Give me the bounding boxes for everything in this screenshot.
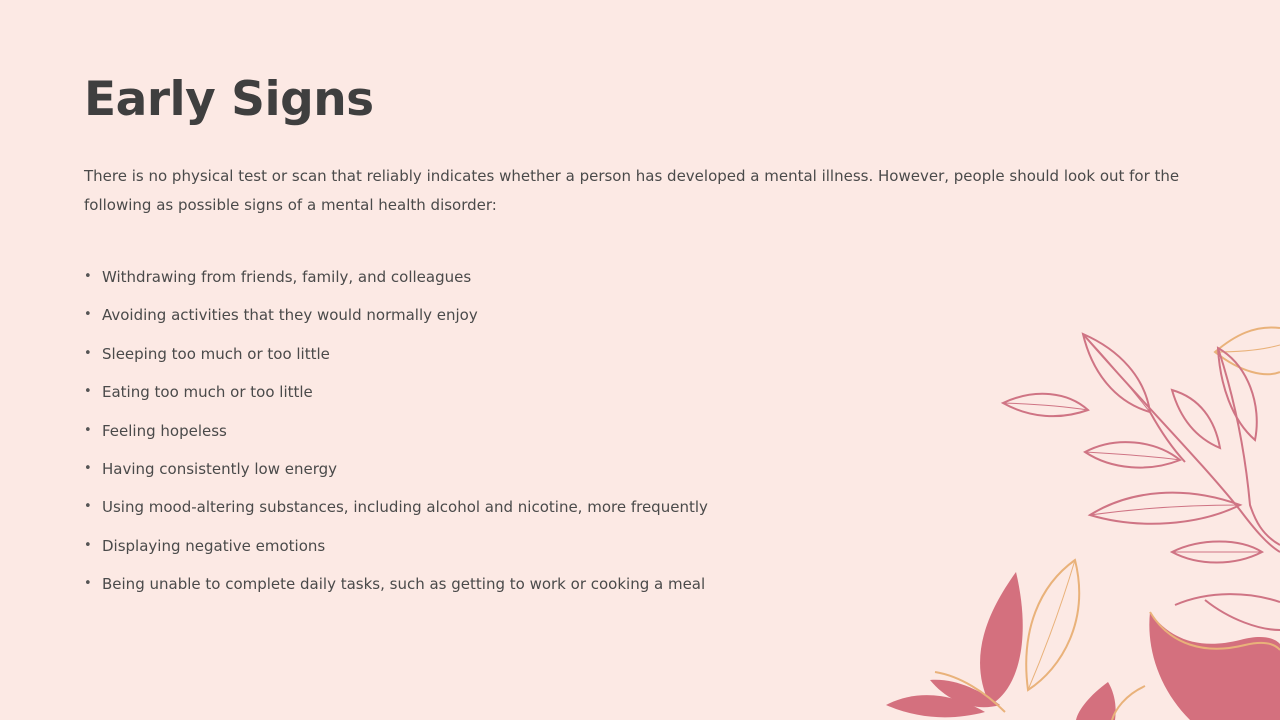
bullet-icon: • bbox=[84, 499, 92, 515]
leaf-outline-4 bbox=[1090, 493, 1240, 524]
list-item bbox=[84, 490, 708, 528]
list-item bbox=[84, 298, 708, 336]
sign-text: Sleeping too much or too little bbox=[102, 344, 330, 363]
sign-text: Feeling hopeless bbox=[102, 421, 227, 440]
list-item bbox=[84, 567, 708, 605]
page-title: Early Signs bbox=[84, 72, 374, 127]
bullet-icon: • bbox=[84, 307, 92, 323]
list-item bbox=[84, 414, 708, 452]
leaf-filled-4 bbox=[1076, 682, 1116, 720]
leaf-outline-7 bbox=[1205, 600, 1280, 630]
list-item bbox=[84, 337, 708, 375]
bullet-icon: • bbox=[84, 460, 92, 476]
bullet-icon: • bbox=[84, 269, 92, 284]
intro-paragraph: There is no physical test or scan that reliably indicates whether a person has developed a mental illness. However, people should look out for the following as possible signs of a mental health disorder: bbox=[84, 167, 1180, 214]
sign-text: Being unable to complete daily tasks, such as getting to work or cooking a meal bbox=[102, 575, 706, 594]
sign-text: Displaying negative emotions bbox=[102, 536, 326, 555]
bullet-icon: • bbox=[84, 422, 92, 438]
branch-stem-2 bbox=[1218, 348, 1280, 545]
sign-text: Using mood-altering substances, including alcohol and nicotine, more frequently bbox=[102, 498, 708, 517]
leaf-outline-6 bbox=[1175, 594, 1280, 605]
bullet-icon: • bbox=[84, 576, 92, 592]
sign-text: Eating too much or too little bbox=[102, 383, 313, 402]
list-item bbox=[84, 260, 708, 298]
bullet-icon: • bbox=[84, 537, 92, 553]
leaf-gold-1 bbox=[1026, 560, 1079, 690]
list-item bbox=[84, 529, 708, 567]
leaf-gold-4 bbox=[1112, 686, 1145, 720]
leaf-outline-8 bbox=[1218, 348, 1257, 440]
leaf-outline-10 bbox=[1150, 412, 1185, 462]
signs-list bbox=[84, 260, 708, 606]
leaf-gold-2-vein bbox=[1215, 345, 1280, 352]
sign-text: Withdrawing from friends, family, and colleagues bbox=[102, 268, 472, 286]
bullet-icon: • bbox=[84, 384, 92, 400]
sign-text: Avoiding activities that they would normally enjoy bbox=[102, 306, 478, 325]
bullet-icon: • bbox=[84, 345, 92, 361]
list-item bbox=[84, 375, 708, 413]
list-item bbox=[84, 452, 708, 490]
sign-text: Having consistently low energy bbox=[102, 459, 337, 478]
leaf-filled-1 bbox=[980, 572, 1023, 705]
